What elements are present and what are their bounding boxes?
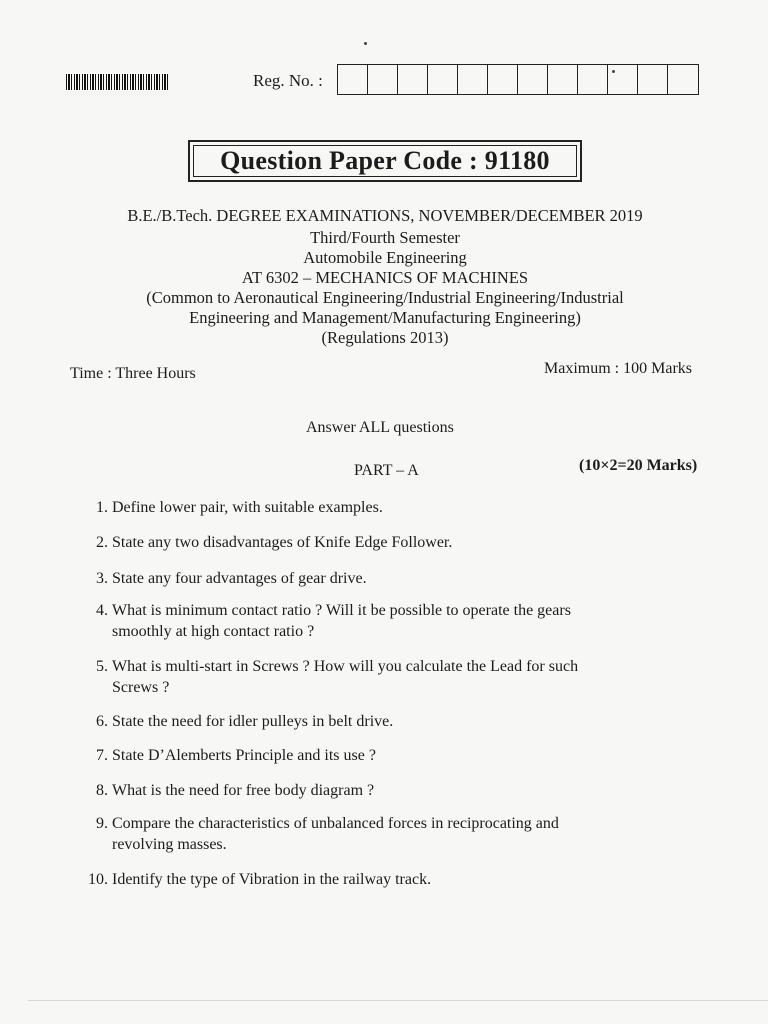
question-paper-code: Question Paper Code : 91180 — [193, 145, 577, 177]
question-number: 6. — [96, 713, 108, 730]
reg-no-box — [338, 65, 368, 94]
reg-no-box — [368, 65, 398, 94]
common-to-line-1: (Common to Aeronautical Engineering/Industrial Engineering/Industrial — [146, 288, 624, 307]
reg-no-label: Reg. No. : — [253, 71, 323, 90]
course-title: AT 6302 – MECHANICS OF MACHINES — [241, 268, 529, 287]
reg-no-box — [548, 65, 578, 94]
question-text: What is the need for free body diagram ? — [112, 782, 375, 799]
reg-no-box — [668, 65, 698, 94]
part-heading: PART – A — [354, 462, 419, 479]
question-number: 10. — [88, 871, 108, 888]
question-text: What is minimum contact ratio ? Will it be possible to operate the gears smoothly at high contact ratio ? — [112, 602, 571, 640]
question-text: Compare the characteristics of unbalanced forces in reciprocating and revolving masses. — [112, 815, 559, 853]
reg-no-box — [638, 65, 668, 94]
regulations: (Regulations 2013) — [321, 328, 449, 347]
question-number: 9. — [96, 815, 108, 832]
question-text: State the need for idler pulleys in belt drive. — [112, 713, 394, 730]
reg-no-box — [608, 65, 638, 94]
instruction: Answer ALL questions — [306, 419, 454, 436]
speck — [364, 42, 367, 45]
question-text: What is multi-start in Screws ? How will you calculate the Lead for such Screws ? — [112, 658, 579, 696]
question-number: 2. — [96, 534, 108, 551]
max-marks-label: Maximum : 100 Marks — [544, 360, 692, 377]
exam-title: B.E./B.Tech. DEGREE EXAMINATIONS, NOVEMBER/DECEMBER 2019 — [127, 206, 643, 225]
question-text: Identify the type of Vibration in the railway track. — [112, 871, 432, 888]
reg-no-box — [428, 65, 458, 94]
question-number: 7. — [96, 747, 108, 764]
question-number: 4. — [96, 602, 108, 619]
question-paper-code-box — [188, 140, 582, 182]
barcode — [66, 74, 168, 90]
reg-no-box — [458, 65, 488, 94]
common-to-line-2: Engineering and Management/Manufacturing Engineering) — [189, 308, 581, 327]
reg-no-box — [398, 65, 428, 94]
question-text: State any two disadvantages of Knife Edge Follower. — [112, 534, 453, 551]
question-number: 5. — [96, 658, 108, 675]
reg-no-box — [578, 65, 608, 94]
reg-no-box — [488, 65, 518, 94]
question-number: 1. — [96, 499, 108, 516]
reg-no-boxes — [337, 64, 699, 95]
question-number: 3. — [96, 570, 108, 587]
page-bottom-edge — [28, 1000, 768, 1001]
department: Automobile Engineering — [303, 248, 467, 267]
question-text: State any four advantages of gear drive. — [112, 570, 367, 587]
semester: Third/Fourth Semester — [310, 228, 460, 247]
question-text: State D’Alemberts Principle and its use ? — [112, 747, 376, 764]
question-number: 8. — [96, 782, 108, 799]
time-label: Time : Three Hours — [70, 365, 196, 382]
question-text: Define lower pair, with suitable examples. — [112, 499, 383, 516]
part-marks: (10×2=20 Marks) — [579, 457, 698, 474]
reg-no-box — [518, 65, 548, 94]
